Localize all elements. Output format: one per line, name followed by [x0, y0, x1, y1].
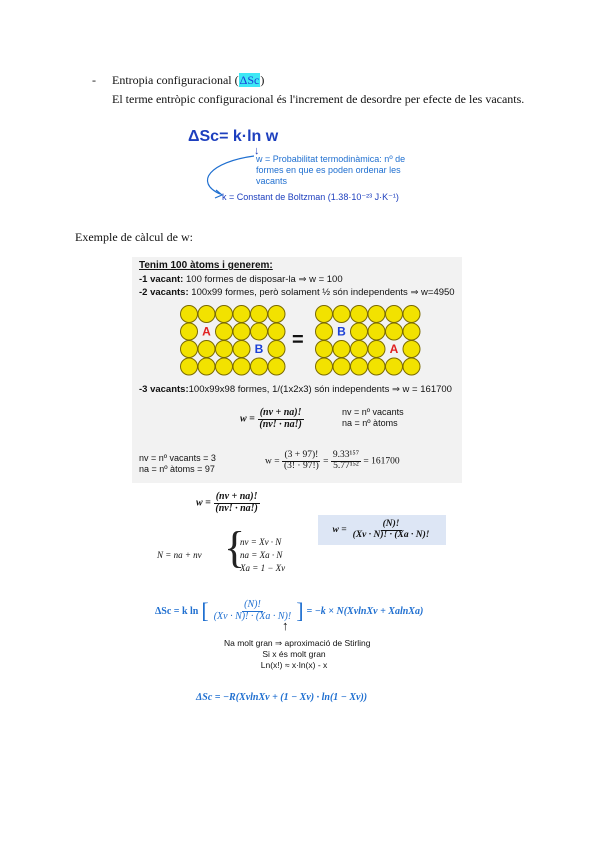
w-calc-num-1: (3 + 97)! [284, 450, 319, 460]
atom [216, 306, 233, 323]
k-definition: k = Constant de Boltzman (1.38·10⁻²³ J·K⁻¹) [222, 192, 399, 202]
boxed-w-lhs: w = [332, 525, 347, 535]
atom [386, 358, 403, 375]
atom [403, 323, 420, 340]
atom [233, 341, 250, 358]
w-calc-lhs: w = [265, 456, 280, 467]
n-total-definition: N = na + nv [157, 550, 202, 560]
atom [368, 306, 385, 323]
atom [268, 341, 285, 358]
atom [351, 323, 368, 340]
w-formula-numerator: (nv + na)! [259, 407, 302, 418]
atom [403, 341, 420, 358]
derivation-w-lhs: w = [196, 497, 211, 509]
w-calc-den-2: 5.77¹⁵² [333, 460, 359, 471]
w-formula [240, 408, 304, 430]
derivation-w-num: (nv + na)! [215, 491, 258, 502]
left-bracket: [ [201, 598, 209, 623]
atom [351, 341, 368, 358]
one-vacancy-text: 100 formes de disposar-la ⇒ w = 100 [183, 274, 343, 285]
atom [386, 323, 403, 340]
vacancy-label-a: A [389, 342, 399, 356]
system-eq-3: Xa = 1 − Xv [240, 563, 286, 573]
atom [216, 323, 233, 340]
entropy-num: (N)! [244, 599, 261, 610]
stirling-note [224, 638, 371, 671]
n-values [139, 453, 216, 475]
atom [233, 358, 250, 375]
atom [403, 358, 420, 375]
atom [216, 358, 233, 375]
atom [351, 306, 368, 323]
atom [403, 306, 420, 323]
atom [233, 323, 250, 340]
atom [268, 323, 285, 340]
equation-system [240, 536, 285, 575]
derivation-w-fraction [213, 492, 260, 514]
atom [233, 306, 250, 323]
atom [251, 306, 268, 323]
system-eq-1: nv = Xv · N [240, 537, 282, 547]
w-calc-fraction-2 [331, 451, 361, 472]
atom-lattice-right [315, 305, 427, 377]
w-calc-num-2: 9.33¹⁵⁷ [332, 450, 360, 460]
w-definition [256, 154, 405, 187]
section-title-suffix: ) [260, 73, 265, 87]
vacancy-label-a: A [202, 324, 211, 339]
vacancy-label-b: B [254, 342, 264, 356]
atom [351, 358, 368, 375]
w-def-line-3: vacants [256, 176, 288, 186]
example-box [132, 257, 462, 483]
two-vacancy-line [139, 287, 455, 298]
system-brace: { [224, 523, 246, 572]
w-formula-lhs: w = [240, 413, 255, 425]
atom [333, 341, 350, 358]
atom [198, 341, 215, 358]
example-label: Exemple de càlcul de w: [75, 230, 193, 244]
w-boxed-formula [318, 515, 446, 545]
two-vacancy-label: -2 vacants: [139, 287, 189, 298]
entropy-formula: ΔSc= k·ln w [188, 128, 279, 145]
atom [268, 306, 285, 323]
atom [181, 358, 198, 375]
up-arrow-icon: ↑ [282, 618, 289, 633]
nv-definition: nv = nº vacants [342, 407, 404, 417]
na-definition: na = nº àtoms [342, 418, 398, 428]
stirling-line-3: Ln(x!) ≈ x·ln(x) - x [260, 660, 328, 670]
entropy-fraction [212, 600, 293, 622]
w-calc-result: = 161700 [363, 456, 400, 467]
atom [386, 306, 403, 323]
right-bracket: ] [296, 598, 304, 623]
section-title-prefix: Entropia configuracional ( [112, 73, 239, 87]
atom [181, 323, 198, 340]
atom [368, 358, 385, 375]
boxed-w-den: (Xv · N)! · (Xa · N)! [352, 529, 430, 540]
three-vacancy-label: -3 vacants: [139, 384, 189, 395]
nv-value: nv = nº vacants = 3 [139, 453, 216, 463]
bullet-marker: - [92, 73, 96, 87]
down-arrow-icon: ↓ [254, 145, 260, 157]
w-calc-equals: = [323, 456, 329, 467]
atom [333, 306, 350, 323]
derivation-w-den: (nv! · na!) [215, 502, 258, 514]
section-title [112, 73, 264, 88]
atom [251, 358, 268, 375]
atom [181, 306, 198, 323]
atom [316, 341, 333, 358]
w-calculation [265, 451, 400, 472]
one-vacancy-line [139, 274, 343, 285]
lattice-equals: = [292, 329, 304, 351]
entropy-derivation [155, 598, 423, 624]
final-entropy-formula: ΔSc = −R(XvlnXv + (1 − Xv) · ln(1 − Xv)) [196, 692, 368, 703]
atom [316, 358, 333, 375]
atom [198, 306, 215, 323]
na-value: na = nº àtoms = 97 [139, 464, 215, 474]
three-vacancy-line [139, 384, 452, 395]
three-vacancy-text: 100x99x98 formes, 1/(1x2x3) són independents ⇒ w = 161700 [188, 384, 452, 395]
entropy-rhs: = −k × N(XvlnXv + XalnXa) [306, 605, 424, 617]
example-heading: Tenim 100 àtoms i generem: [139, 260, 273, 271]
w-calc-fraction-1 [282, 451, 321, 472]
atom [368, 341, 385, 358]
w-def-line-2: formes en que es poden ordenar les [256, 165, 401, 175]
boxed-w-num: (N)! [382, 518, 400, 529]
atom [268, 358, 285, 375]
w-formula-fraction [257, 408, 304, 430]
boxed-w-fraction [351, 520, 432, 541]
atom [181, 341, 198, 358]
system-eq-2: na = Xa · N [240, 550, 283, 560]
atom [368, 323, 385, 340]
stirling-line-2: Si x és molt gran [262, 649, 326, 659]
w-formula-denominator: (nv! · na!) [259, 418, 302, 430]
derivation-w-formula [196, 492, 260, 514]
entropy-lhs: ΔSc = k ln [155, 605, 199, 617]
formula-card [160, 120, 460, 215]
atom [251, 323, 268, 340]
atom [216, 341, 233, 358]
n-definitions [342, 407, 404, 429]
atom [316, 323, 333, 340]
entropy-den: (Xv · N)! · (Xa · N)! [213, 610, 292, 622]
atom-lattice-left [180, 305, 292, 377]
w-def-line-1: w = Probabilitat termodinàmica: nº de [256, 154, 406, 164]
atom [198, 358, 215, 375]
w-calc-den-1: (3! · 97!) [283, 460, 319, 471]
two-vacancy-text: 100x99 formes, però solament ½ són independents ⇒ w=4950 [188, 287, 455, 298]
section-description: El terme entròpic configuracional és l'increment de desordre per efecte de les vacants. [112, 92, 525, 106]
atom [333, 358, 350, 375]
one-vacancy-label: -1 vacant: [139, 274, 184, 285]
vacancy-label-b: B [337, 324, 346, 339]
stirling-line-1: Na molt gran ⇒ aproximació de Stirling [224, 638, 371, 648]
delta-sc-highlight: ΔSc [239, 73, 260, 87]
atom [316, 306, 333, 323]
